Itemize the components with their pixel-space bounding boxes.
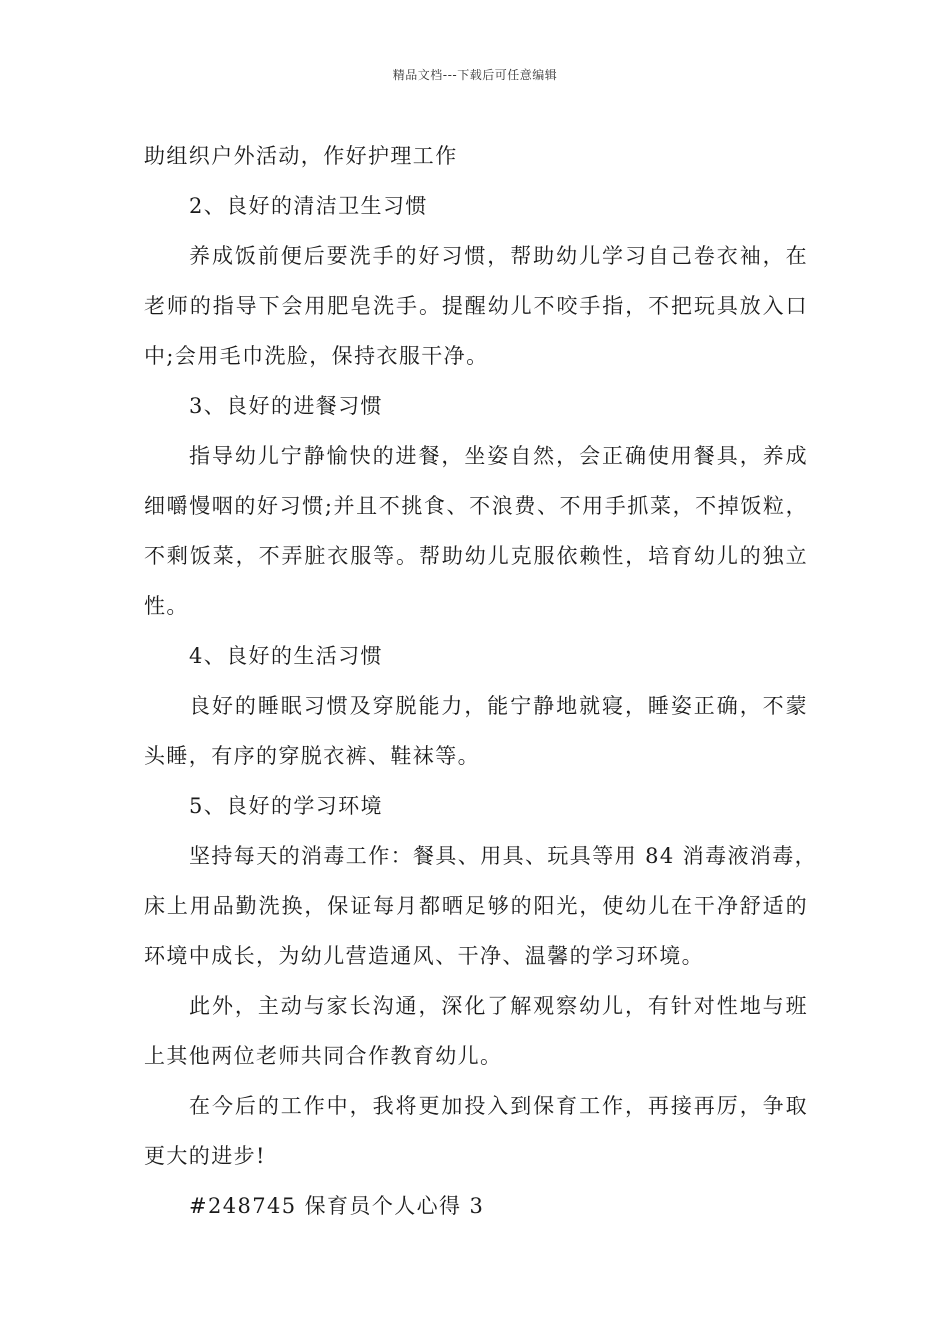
text-line: 上其他两位老师共同合作教育幼儿。 [144, 1044, 503, 1068]
text-line: 在今后的工作中，我将更加投入到保育工作，再接再厉，争取 [189, 1094, 808, 1118]
text-line: 5、良好的学习环境 [189, 794, 383, 818]
text-line: 头睡，有序的穿脱衣裤、鞋袜等。 [144, 744, 480, 768]
text-line: 床上用品勤洗换，保证每月都晒足够的阳光，使幼儿在干净舒适的 [144, 894, 808, 918]
text-line: 中;会用毛巾洗脸，保持衣服干净。 [144, 344, 489, 368]
text-line: 环境中成长，为幼儿营造通风、干净、温馨的学习环境。 [144, 944, 704, 968]
text-line: 老师的指导下会用肥皂洗手。提醒幼儿不咬手指，不把玩具放入口 [144, 294, 808, 318]
text-line: 2、良好的清洁卫生习惯 [189, 194, 428, 218]
text-line: 4、良好的生活习惯 [189, 644, 383, 668]
text-line: 坚持每天的消毒工作：餐具、用具、玩具等用 84 消毒液消毒， [189, 844, 818, 868]
text-line: 指导幼儿宁静愉快的进餐，坐姿自然，会正确使用餐具，养成 [189, 444, 808, 468]
text-line: 3、良好的进餐习惯 [189, 394, 383, 418]
text-line: 助组织户外活动，作好护理工作 [144, 144, 458, 168]
text-line: 细嚼慢咽的好习惯;并且不挑食、不浪费、不用手抓菜，不掉饭粒， [144, 494, 808, 518]
text-line: 不剩饭菜，不弄脏衣服等。帮助幼儿克服依赖性，培育幼儿的独立 [144, 544, 808, 568]
page-header: 精品文档---下载后可任意编辑 [392, 68, 558, 82]
text-line: #248745 保育员个人心得 3 [189, 1194, 485, 1218]
text-line: 更大的进步! [144, 1144, 266, 1168]
text-line: 良好的睡眠习惯及穿脱能力，能宁静地就寝，睡姿正确，不蒙 [189, 694, 808, 718]
text-line: 性。 [144, 594, 189, 618]
text-line: 养成饭前便后要洗手的好习惯，帮助幼儿学习自己卷衣袖，在 [189, 244, 808, 268]
document-body [144, 131, 818, 1231]
text-line: 此外，主动与家长沟通，深化了解观察幼儿，有针对性地与班 [189, 994, 808, 1018]
